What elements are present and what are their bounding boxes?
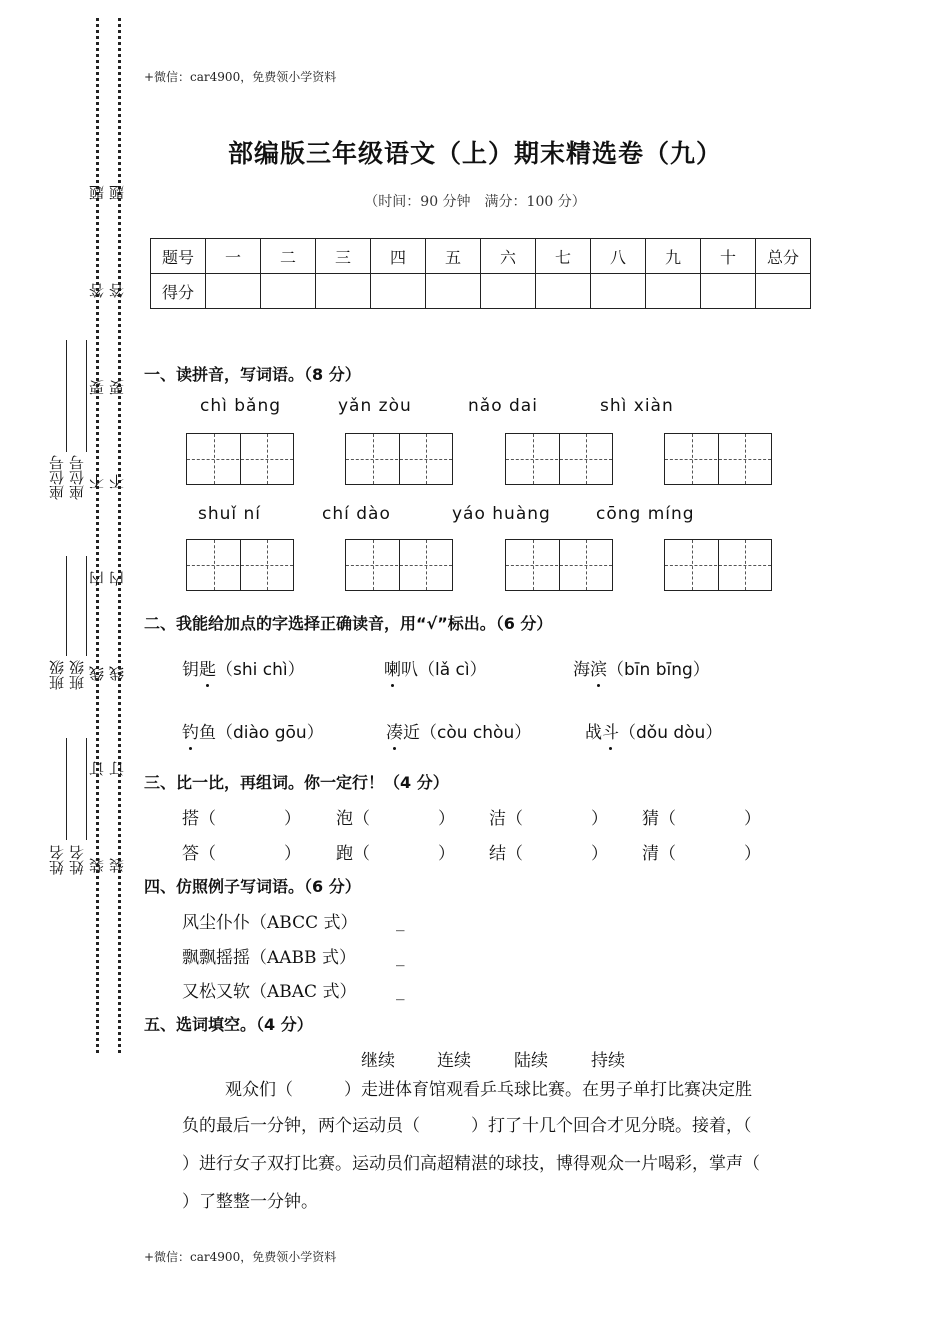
exam-time-score: （时间：90 分钟 满分：100 分） [364,194,586,210]
section-2-heading: 二、我能给加点的字选择正确读音，用“√”标出。（6 分） [144,614,553,633]
pattern-example: 又松又软（ABAC 式） [182,982,357,1002]
pronunciation-item[interactable]: 钥匙（shi chì） [182,655,305,680]
score-table-score-row [151,274,811,309]
score-col: 三 [316,239,371,274]
fill-in-paragraph-line[interactable]: 观众们（ ）走进体育馆观看乒乓球比赛。在男子单打比赛决定胜 [225,1080,752,1100]
score-label: 得分 [151,274,206,309]
pattern-example: 飘飘摇摇（AABB 式） [182,948,356,968]
score-col: 九 [646,239,701,274]
score-cell[interactable] [261,274,316,309]
writing-grid[interactable] [345,433,453,485]
writing-grid[interactable] [186,539,294,591]
pattern-answer-blank[interactable]: _ [396,981,405,1001]
margin-char: 要 [88,380,106,395]
seat-number-label: 座位号 [48,455,66,500]
margin-char: 线 [88,666,106,681]
margin-char: 题 [108,185,126,200]
pronunciation-item[interactable]: 喇叭（lǎ cì） [384,655,487,680]
score-col: 七 [536,239,591,274]
pattern-example: 风尘仆仆（ABCC 式） [182,913,358,933]
word-choice: 陆续 [514,1051,548,1071]
word-pair-blank[interactable]: 跑（ ） [336,844,455,864]
score-cell[interactable] [206,274,261,309]
pronunciation-item[interactable]: 战斗（dǒu dòu） [585,718,722,743]
word-pair-blank[interactable]: 清（ ） [642,844,761,864]
score-cell[interactable] [371,274,426,309]
word-pair-blank[interactable]: 泡（ ） [336,809,455,829]
score-table [150,238,811,309]
writing-grid[interactable] [186,433,294,485]
pronunciation-item[interactable]: 钓鱼（diào gōu） [182,718,324,743]
score-col: 十 [701,239,756,274]
pinyin-prompt: nǎo dai [468,396,538,416]
section-4-heading: 四、仿照例子写词语。（6 分） [144,877,361,896]
class-label: 班级 [48,660,66,690]
score-col: 五 [426,239,481,274]
margin-char: 订 [88,761,106,776]
writing-grid[interactable] [664,433,772,485]
score-col: 六 [481,239,536,274]
header-note: +微信：car4900，免费领小学资料 [144,70,337,84]
writing-grid[interactable] [505,539,613,591]
section-3-heading: 三、比一比，再组词。你一定行！（4 分） [144,773,449,792]
pronunciation-item[interactable]: 凑近（còu chòu） [386,718,531,743]
binding-dotted-line-right [118,18,121,1053]
fill-in-paragraph-line[interactable]: ）进行女子双打比赛。运动员们高超精湛的球技，博得观众一片喝彩，掌声（ [182,1154,760,1174]
margin-char: 装 [108,858,126,873]
margin-char: 答 [88,283,106,298]
score-cell[interactable] [426,274,481,309]
word-choice: 持续 [591,1051,625,1071]
pattern-answer-blank[interactable]: _ [396,947,405,967]
name-underline [66,738,67,840]
score-cell[interactable] [756,274,811,309]
writing-grid[interactable] [664,539,772,591]
writing-grid[interactable] [345,539,453,591]
score-cell[interactable] [536,274,591,309]
pattern-answer-blank[interactable]: _ [396,912,405,932]
margin-char: 答 [108,283,126,298]
score-col: 一 [206,239,261,274]
section-5-heading: 五、选词填空。（4 分） [144,1015,313,1034]
score-cell[interactable] [481,274,536,309]
pinyin-prompt: yǎn zòu [338,396,412,416]
page-title: 部编版三年级语文（上）期末精选卷（九） [227,139,722,168]
margin-char: 内 [108,571,126,586]
word-choice: 连续 [437,1051,471,1071]
score-cell[interactable] [646,274,701,309]
margin-char: 不 [108,474,126,489]
pinyin-prompt: shuǐ ní [198,504,262,524]
margin-char: 要 [108,380,126,395]
pinyin-prompt: chí dào [322,504,391,524]
binding-dotted-line-left [96,18,99,1053]
class-label-2: 班级 [68,660,86,690]
score-cell[interactable] [316,274,371,309]
fill-in-paragraph-line[interactable]: ）了整整一分钟。 [182,1192,318,1212]
seat-number-label-2: 座位号 [68,455,86,500]
pronunciation-item[interactable]: 海滨（bīn bīng） [573,655,710,680]
name-underline-2 [86,738,87,840]
pinyin-prompt: shì xiàn [600,396,674,416]
question-number-label: 题号 [151,239,206,274]
name-label: 姓名 [48,845,66,875]
score-col: 四 [371,239,426,274]
class-underline [66,556,67,656]
word-pair-blank[interactable]: 答（ ） [182,844,301,864]
score-table-header-row [151,239,811,274]
word-pair-blank[interactable]: 搭（ ） [182,809,301,829]
pinyin-prompt: chì bǎng [200,396,282,416]
score-cell[interactable] [701,274,756,309]
word-pair-blank[interactable]: 猜（ ） [642,809,761,829]
pinyin-prompt: cōng míng [596,504,695,524]
margin-char: 不 [88,474,106,489]
word-choice: 继续 [361,1051,395,1071]
total-score-col: 总分 [756,239,811,274]
score-col: 二 [261,239,316,274]
footer-note: +微信：car4900，免费领小学资料 [144,1250,337,1264]
margin-char: 题 [88,185,106,200]
fill-in-paragraph-line[interactable]: 负的最后一分钟，两个运动员（ ）打了十几个回合才见分晓。接着，（ [182,1116,752,1136]
pinyin-prompt: yáo huàng [452,504,551,524]
word-pair-blank[interactable]: 结（ ） [489,844,608,864]
margin-char: 订 [108,761,126,776]
word-pair-blank[interactable]: 洁（ ） [489,809,608,829]
margin-char: 装 [88,858,106,873]
writing-grid[interactable] [505,433,613,485]
score-col: 八 [591,239,646,274]
margin-char: 线 [108,666,126,681]
margin-char: 内 [88,571,106,586]
name-label-2: 姓名 [68,845,86,875]
section-1-heading: 一、读拼音，写词语。（8 分） [144,365,361,384]
seat-number-underline [66,340,67,452]
score-cell[interactable] [591,274,646,309]
seat-number-underline-2 [86,340,87,452]
